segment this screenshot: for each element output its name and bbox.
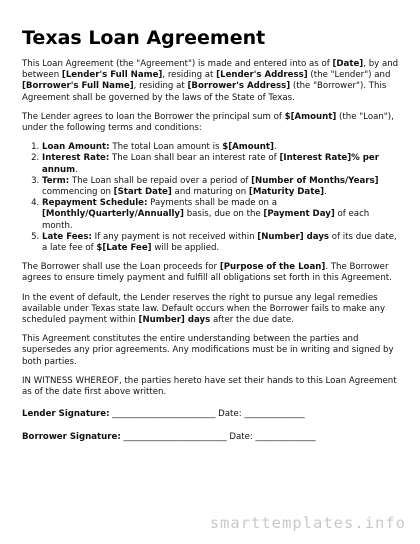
term-text: of each month. xyxy=(42,209,370,231)
intro-text: (the "Borrower"). This Agreement shall be governed by the laws of the State of Texas. xyxy=(22,81,387,103)
terms-list xyxy=(22,142,402,254)
term-value: [Monthly/Quarterly/Annually] xyxy=(42,209,184,220)
footer-watermark: smarttemplates.info xyxy=(209,514,406,532)
lender-date-field[interactable]: Date: ______________ xyxy=(218,409,305,420)
term-label: Interest Rate: xyxy=(42,153,110,164)
term-text: of its due date, a late fee of xyxy=(42,231,397,254)
term-text: and maturing on xyxy=(171,187,249,198)
purpose-text: The Borrower shall use the Loan proceeds for xyxy=(22,262,220,273)
default-paragraph xyxy=(22,293,402,327)
term-value: [Payment Day] xyxy=(263,209,335,220)
intro-text: This Loan Agreement (the "Agreement") is made and entered into as of xyxy=(22,59,333,69)
borrower-date-field[interactable]: Date: ______________ xyxy=(229,432,316,443)
term-value: [Interest Rate]% per annum xyxy=(42,153,379,175)
witness-paragraph: IN WITNESS WHEREOF, the parties hereto have set their hands to this Loan Agreement as of the date first above written. xyxy=(22,375,397,398)
principal-text: (the "Loan"), under the following terms and conditions: xyxy=(22,111,394,134)
lender-address-placeholder: [Lender's Address] xyxy=(216,70,308,81)
document-title: Texas Loan Agreement xyxy=(22,27,266,49)
list-item xyxy=(42,198,402,232)
borrower-name-placeholder: [Borrower's Full Name] xyxy=(22,81,134,92)
intro-paragraph xyxy=(22,59,402,104)
term-value: [Number] days xyxy=(257,231,330,242)
purpose-placeholder: [Purpose of the Loan] xyxy=(219,262,326,273)
term-value: [Start Date] xyxy=(113,187,172,198)
borrower-signature-label: Borrower Signature: xyxy=(22,432,121,443)
borrower-signature-line[interactable] xyxy=(22,432,402,443)
term-text: The total Loan amount is xyxy=(109,142,223,153)
list-item xyxy=(42,176,402,198)
document-page xyxy=(22,26,402,452)
amount-placeholder: $[Amount] xyxy=(284,111,337,122)
borrower-address-placeholder: [Borrower's Address] xyxy=(187,81,291,92)
lender-signature-line[interactable] xyxy=(22,409,402,420)
term-label: Repayment Schedule: xyxy=(42,198,148,209)
intro-text: , residing at xyxy=(133,81,188,92)
signature-blank[interactable]: ________________________ xyxy=(109,409,219,420)
lender-name-placeholder: [Lender's Full Name] xyxy=(61,70,163,81)
intro-text: , by and between xyxy=(22,59,399,81)
term-text: will be applied. xyxy=(151,243,220,254)
term-label: Late Fees: xyxy=(42,231,92,242)
list-item xyxy=(42,153,402,175)
list-item xyxy=(42,232,402,254)
date-placeholder: [Date] xyxy=(332,59,364,69)
default-text: In the event of default, the Lender reserves the right to pursue any legal remedies available under Texas state law. Default occurs when the Borrower fails to make any scheduled payment within xyxy=(22,292,386,326)
term-text: The Loan shall be repaid over a period of xyxy=(69,175,252,186)
term-value: $[Amount] xyxy=(222,142,274,153)
signature-blank[interactable]: ________________________ xyxy=(120,432,230,443)
term-label: Loan Amount: xyxy=(42,142,110,153)
term-text: The Loan shall bear an interest rate of xyxy=(109,153,280,164)
term-text: commencing on xyxy=(42,187,114,198)
purpose-paragraph xyxy=(22,262,402,284)
lender-signature-label: Lender Signature: xyxy=(22,409,110,420)
term-text: Payments shall be made on a xyxy=(147,198,278,209)
default-days-placeholder: [Number] days xyxy=(138,315,211,326)
intro-text: (the "Lender") and xyxy=(307,70,391,81)
entire-agreement-paragraph: This Agreement constitutes the entire understanding between the parties and supersedes any prior agreements. Any modifications must be in writing and signed by both parties. xyxy=(22,334,394,367)
term-text: . xyxy=(273,142,277,153)
principal-text: The Lender agrees to loan the Borrower the principal sum of xyxy=(22,111,285,122)
principal-paragraph xyxy=(22,112,402,134)
term-text: If any payment is not received within xyxy=(91,231,258,242)
default-text: after the due date. xyxy=(210,315,294,326)
term-value: $[Late Fee] xyxy=(96,243,152,254)
term-value: [Maturity Date] xyxy=(248,187,325,198)
term-text: . xyxy=(75,164,78,175)
term-text: basis, due on the xyxy=(183,209,264,220)
term-value: [Number of Months/Years] xyxy=(251,175,379,186)
purpose-text: . The Borrower agrees to ensure timely payment and fulfill all obligations set forth in this Agreement. xyxy=(22,262,392,284)
list-item xyxy=(42,142,402,153)
intro-text: , residing at xyxy=(162,70,217,81)
term-text: . xyxy=(324,187,327,198)
term-label: Term: xyxy=(42,175,70,186)
